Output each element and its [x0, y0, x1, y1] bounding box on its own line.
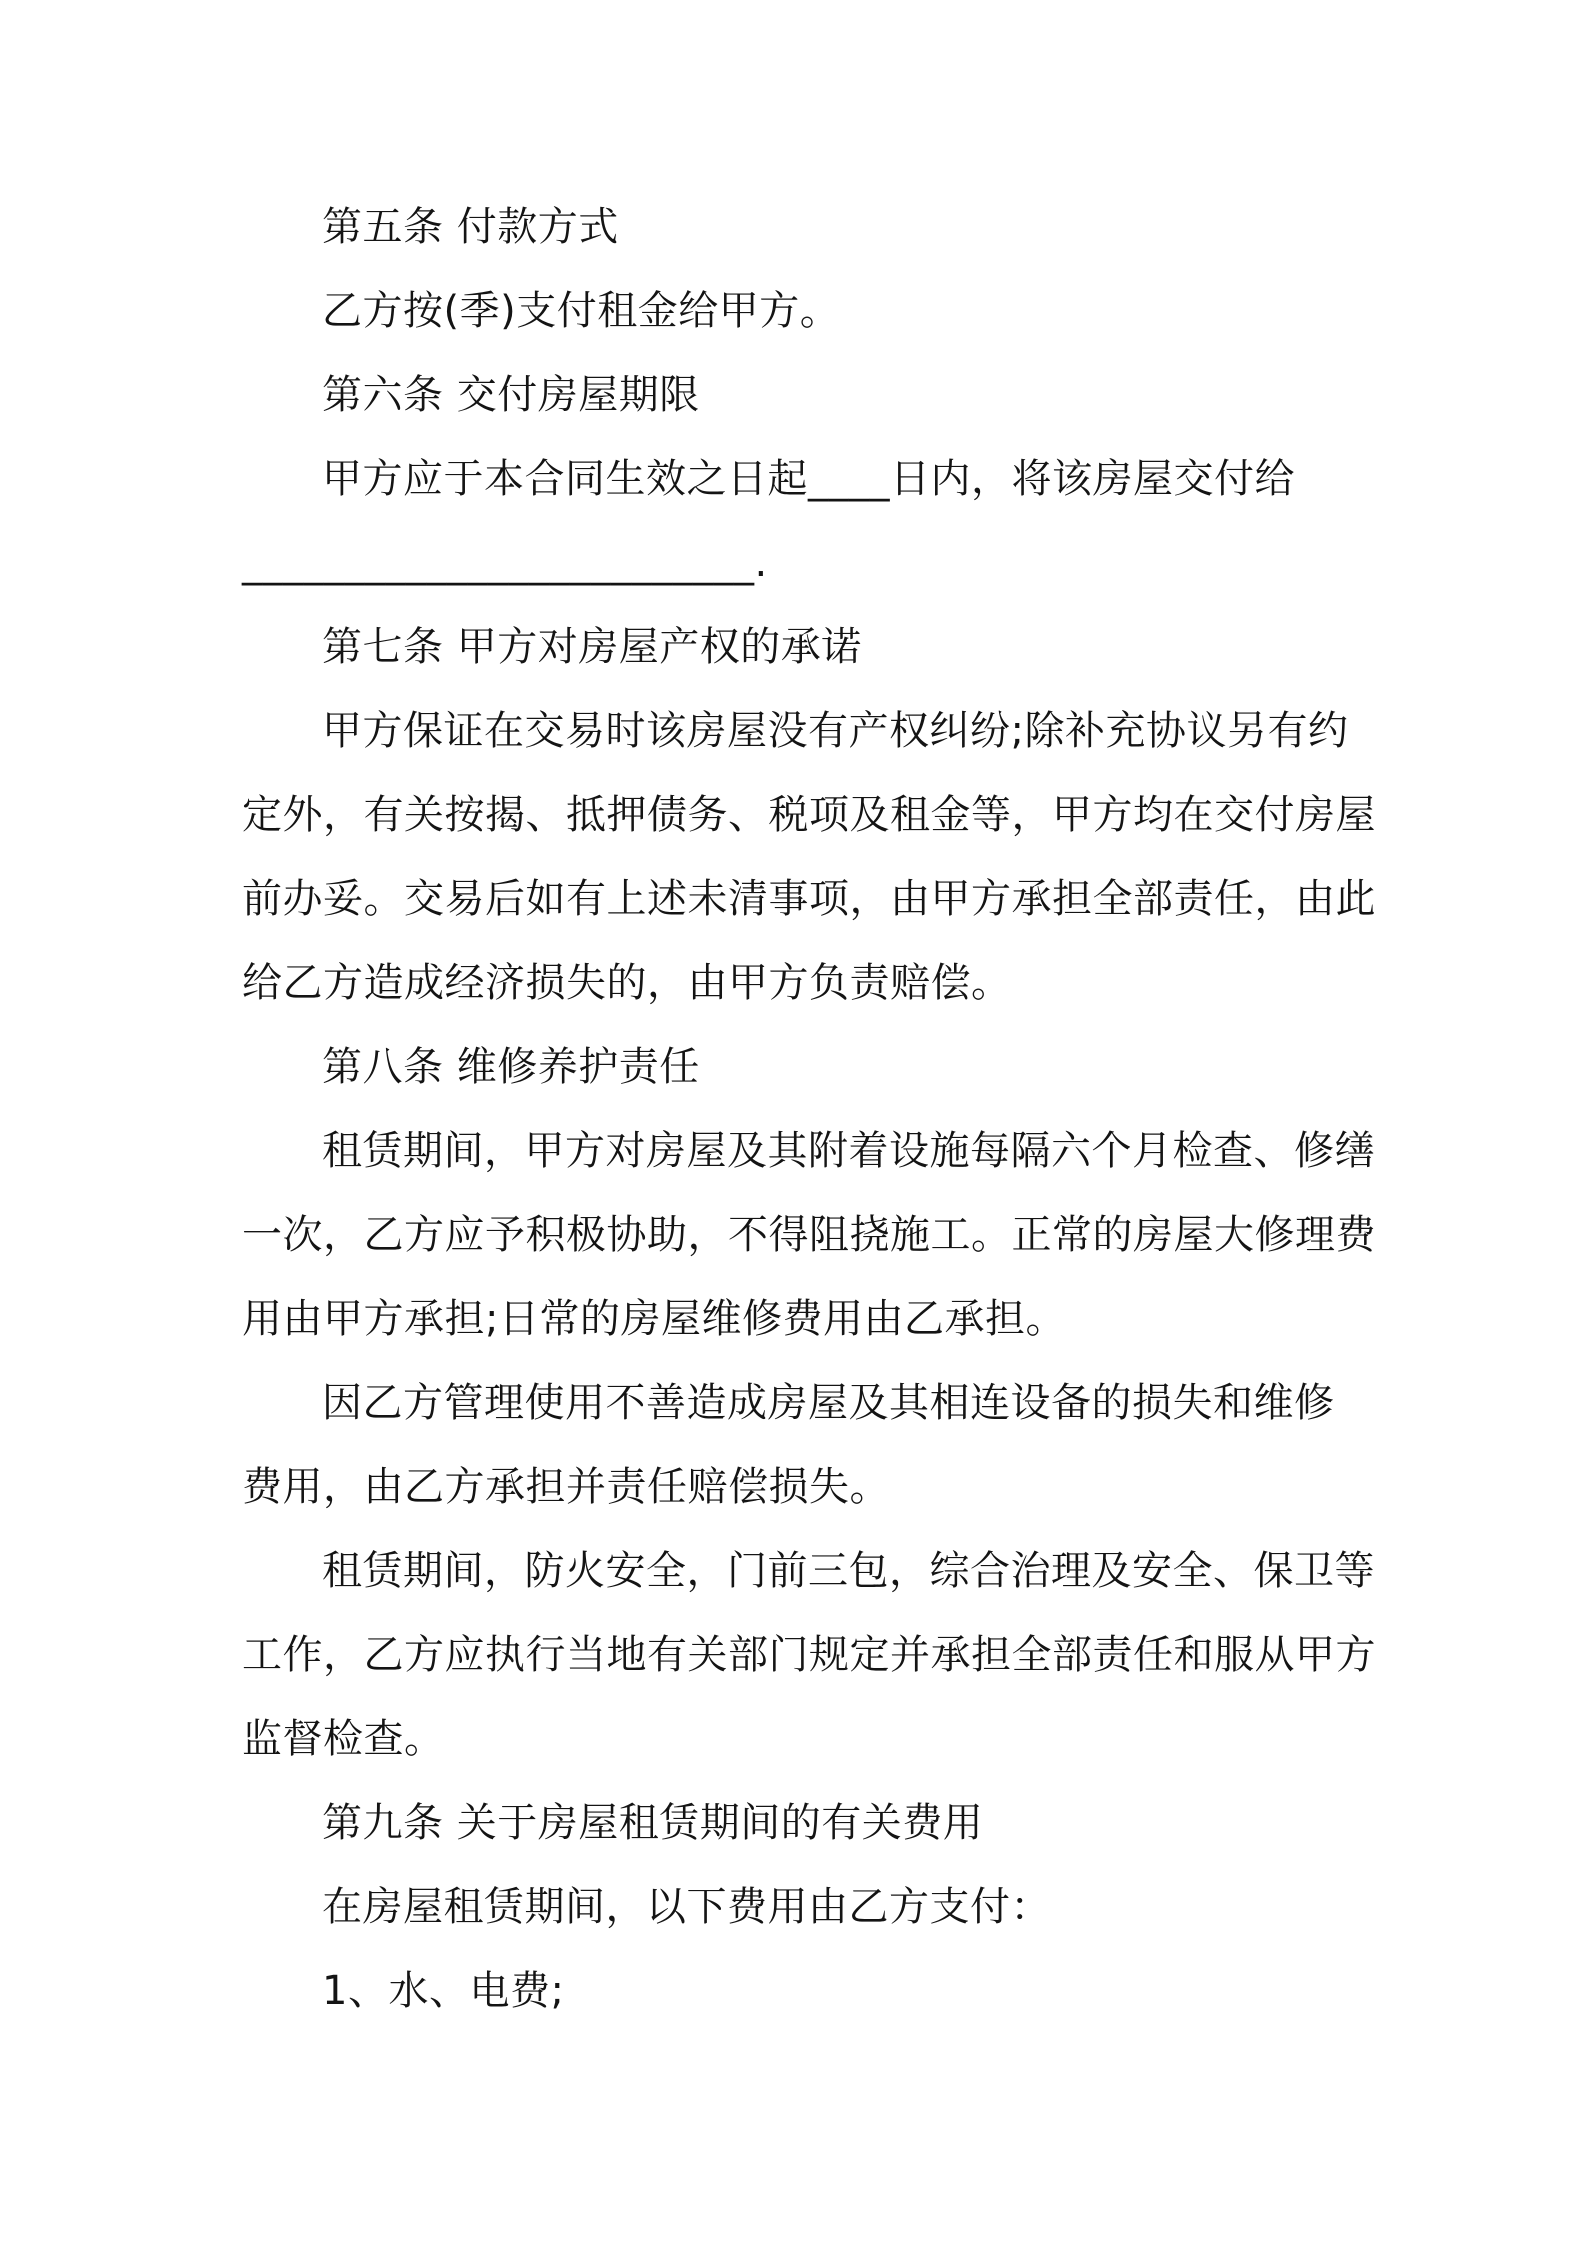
article-9-heading: 第九条 关于房屋租赁期间的有关费用: [322, 1800, 984, 1846]
paragraph-line: 甲方保证在交易时该房屋没有产权纠纷;除补充协议另有约: [322, 708, 1349, 754]
paragraph-line: 甲方应于本合同生效之日起____日内，将该房屋交付给: [322, 456, 1295, 502]
paragraph-line: 一次，乙方应予积极协助，不得阻挠施工。正常的房屋大修理费: [242, 1212, 1376, 1258]
paragraph-line: 监督检查。: [242, 1716, 445, 1762]
paragraph-line: 租赁期间，防火安全，门前三包，综合治理及安全、保卫等: [322, 1548, 1375, 1594]
paragraph-line: 工作，乙方应执行当地有关部门规定并承担全部责任和服从甲方: [242, 1632, 1376, 1678]
list-item: 1、水、电费;: [322, 1968, 565, 2014]
paragraph-line: 定外，有关按揭、抵押债务、税项及租金等，甲方均在交付房屋: [242, 792, 1376, 838]
paragraph-line: 乙方按(季)支付租金给甲方。: [322, 288, 841, 334]
article-8-heading: 第八条 维修养护责任: [322, 1044, 700, 1090]
blank-fill-line: _________________________.: [242, 540, 768, 586]
paragraph-line: 租赁期间，甲方对房屋及其附着设施每隔六个月检查、修缮: [322, 1128, 1375, 1174]
article-6-heading: 第六条 交付房屋期限: [322, 372, 700, 418]
paragraph-line: 给乙方造成经济损失的，由甲方负责赔偿。: [242, 960, 1012, 1006]
article-7-heading: 第七条 甲方对房屋产权的承诺: [322, 624, 862, 670]
paragraph-line: 在房屋租赁期间，以下费用由乙方支付：: [322, 1884, 1051, 1930]
paragraph-line: 前办妥。交易后如有上述未清事项，由甲方承担全部责任，由此: [242, 876, 1376, 922]
paragraph-line: 费用，由乙方承担并责任赔偿损失。: [242, 1464, 890, 1510]
paragraph-line: 因乙方管理使用不善造成房屋及其相连设备的损失和维修: [322, 1380, 1335, 1426]
paragraph-line: 用由甲方承担;日常的房屋维修费用由乙承担。: [242, 1296, 1066, 1342]
article-5-heading: 第五条 付款方式: [322, 204, 619, 250]
